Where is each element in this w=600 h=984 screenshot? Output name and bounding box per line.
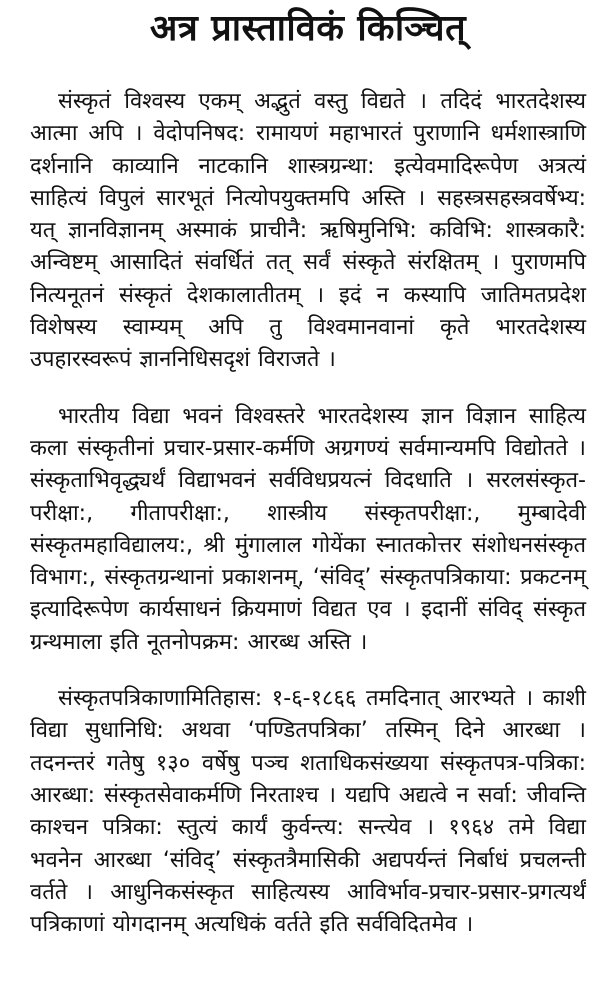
paragraph-2-text: भारतीय विद्या भवनं विश्वस्तरे भारतदेशस्य ज्ञान विज्ञान साहित्य कला संस्कृतीनां प्रचार-प्रसार-कर्मणि अग्रगण्यं सर्वमान्यमपि विद्योतते । संस्कृताभिवृद्ध्यर्थं विद्याभवनं सर्वविधप्रयत्नं विदधाति । सरलसंस्कृत-परीक्षा:, गीतापरीक्षा:, शास्त्रीय संस्कृतपरीक्षा:, मुम्बादेवी संस्कृतमहाविद्यालय:, श्री मुंगालाल गोयेंका स्नातकोत्तर संशोधनसंस्कृत विभाग:, संस्कृतग्रन्थानां प्रकाशनम्, ‘संविद्’ संस्कृतपत्रिकाया: प्रकटनम् इत्यादिरूपेण कार्यसाधनं क्रियमाणं विद्यत एव । इदानीं संविद् संस्कृत ग्रन्थमाला इति नूतनोपक्रम: आरब्ध अस्ति ।	[30, 403, 586, 655]
paragraph-3	[30, 683, 586, 941]
paragraph-2	[30, 401, 586, 659]
paragraph-1	[30, 86, 586, 377]
paragraph-3-text: संस्कृतपत्रिकाणामितिहास: १-६-१८६६ तमदिनात् आरभ्यते । काशी विद्या सुधानिधि: अथवा ‘पण्डितपत्रिका’ तस्मिन् दिने आरब्धा । तदनन्तरं गतेषु १३० वर्षेषु पञ्च शताधिकसंख्यया संस्कृतपत्र-पत्रिका: आरब्धा: संस्कृतसेवाकर्मणि निरताश्च । यद्यपि अद्यत्वे न सर्वा: जीवन्ति काश्चन पत्रिका: स्तुत्यं कार्यं कुर्वन्त्य: सन्त्येव । १९६४ तमे विद्या भवनेन आरब्धा ‘संविद्’ संस्कृतत्रैमासिकी अद्यपर्यन्तं निर्बाधं प्रचलन्ती वर्तते । आधुनिकसंस्कृत साहित्यस्य आविर्भाव-प्रचार-प्रसार-प्रगत्यर्थं पत्रिकाणां योगदानम् अत्यधिकं वर्तते इति सर्वविदितमेव ।	[30, 686, 586, 938]
page-title: अत्र प्रास्ताविकं किञ्चित्	[149, 8, 467, 49]
paragraph-1-text: संस्कृतं विश्वस्य एकम् अद्भुतं वस्तु विद्यते । तदिदं भारतदेशस्य आत्मा अपि । वेदोपनिषद: रामायणं महाभारतं पुराणानि धर्मशास्त्राणि दर्शनानि काव्यानि नाटकानि शास्त्रग्रन्था: इत्येवमादिरूपेण अत्रत्यं साहित्यं विपुलं सारभूतं नित्योपयुक्तमपि अस्ति । सहस्त्रसहस्त्रवर्षेभ्य: यत् ज्ञानविज्ञानम् अस्माकं प्राचीनै: ऋषिमुनिभि: कविभि: शास्त्रकारै: अन्विष्टम् आसादितं संवर्धितं तत् सर्वं संस्कृते संरक्षितम् । पुराणमपि नित्यनूतनं संस्कृतं देशकालातीतम् । इदं न कस्यापि जातिमतप्रदेश विशेषस्य स्वाम्यम् अपि तु विश्वमानवानां कृते भारतदेशस्य उपहारस्वरूपं ज्ञाननिधिसदृशं विराजते ।	[30, 89, 586, 373]
